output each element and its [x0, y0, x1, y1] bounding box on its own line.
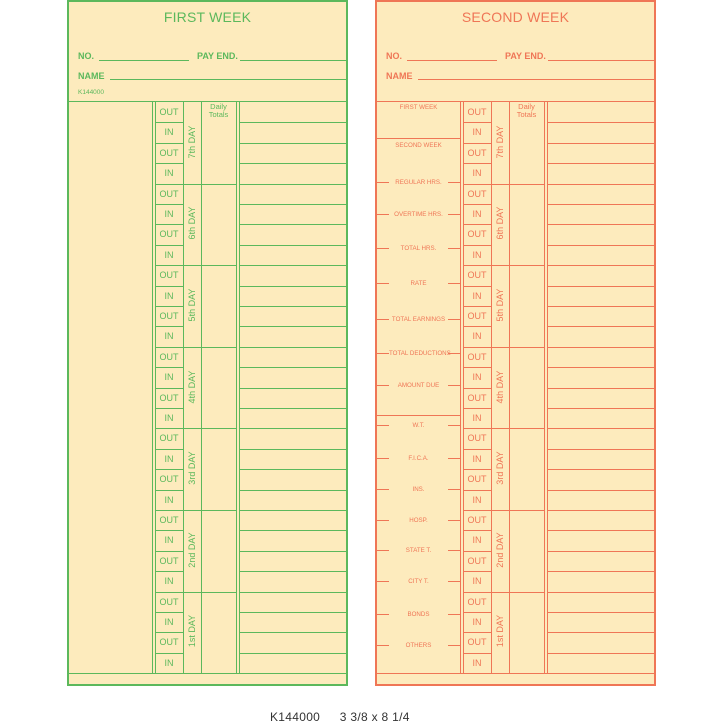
time-entry-cell[interactable]: [548, 225, 654, 244]
second-week-card: [375, 0, 656, 686]
column-divider: [152, 102, 153, 673]
summary-value-bonds[interactable]: [377, 596, 460, 610]
punch-row-line: [463, 469, 491, 470]
summary-label-regular-hrs: REGULAR HRS.: [389, 179, 448, 186]
punch-label-in: IN: [472, 127, 482, 138]
punch-label-out: OUT: [467, 229, 487, 240]
day-label: 3rd DAY: [187, 451, 197, 485]
punch-row-line: [155, 245, 183, 246]
punch-row-line: [155, 408, 183, 409]
punch-label-in: IN: [472, 249, 482, 260]
time-entry-cell[interactable]: [240, 307, 346, 326]
time-entry-cell[interactable]: [240, 654, 346, 673]
time-entry-cell[interactable]: [548, 348, 654, 367]
time-entry-cell[interactable]: [240, 246, 346, 265]
punch-label-out: OUT: [467, 474, 487, 485]
punch-row-line: [463, 326, 491, 327]
punch-row-line: [463, 122, 491, 123]
punch-label-out: OUT: [467, 107, 487, 117]
time-entry-cell[interactable]: [548, 572, 654, 591]
summary-line: [377, 415, 460, 416]
summary-value-others[interactable]: [377, 627, 460, 641]
punch-row-line: [155, 653, 183, 654]
punch-label-out: OUT: [159, 433, 179, 444]
time-entry-cell[interactable]: [548, 511, 654, 530]
time-entry-cell[interactable]: [548, 654, 654, 673]
punch-label-in: IN: [164, 535, 174, 546]
time-entry-cell[interactable]: [240, 511, 346, 530]
summary-value-wt[interactable]: [377, 407, 460, 421]
punch-label-in: IN: [472, 331, 482, 342]
summary-label-second-week: SECOND WEEK: [395, 142, 442, 149]
punch-label-in: IN: [164, 168, 174, 179]
punch-label-out: OUT: [467, 596, 487, 607]
day-label: 2nd DAY: [187, 532, 197, 568]
punch-label-in: IN: [472, 576, 482, 587]
name-label: NAME: [386, 71, 413, 81]
column-divider: [544, 102, 545, 673]
product-footer: [270, 710, 410, 724]
summary-label-total-earnings: TOTAL EARNINGS: [389, 316, 448, 323]
daily-totals-label: Daily Totals: [516, 102, 537, 119]
punch-row-line: [155, 551, 183, 552]
column-divider: [491, 102, 492, 673]
summary-value-city-t[interactable]: [377, 563, 460, 577]
punch-row-line: [155, 306, 183, 307]
punch-row-line: [155, 163, 183, 164]
time-entry-cell[interactable]: [548, 491, 654, 510]
day-label: 3rd DAY: [495, 451, 505, 485]
time-entry-cell[interactable]: [240, 205, 346, 224]
punch-label-out: OUT: [159, 392, 179, 403]
punch-row-line: [155, 367, 183, 368]
punch-label-in: IN: [472, 372, 482, 383]
first-week-card: [67, 0, 348, 686]
punch-label-out: OUT: [159, 229, 179, 240]
punch-label-out: OUT: [159, 107, 179, 117]
time-entry-cell[interactable]: [240, 164, 346, 183]
day-label: 4th DAY: [187, 370, 197, 404]
punch-label-out: OUT: [467, 351, 487, 362]
summary-value-amount-due[interactable]: [377, 367, 460, 381]
punch-row-line: [463, 408, 491, 409]
header-divider: [377, 101, 654, 102]
punch-label-out: OUT: [159, 311, 179, 321]
column-divider: [236, 102, 237, 673]
time-entry-cell[interactable]: [240, 613, 346, 632]
punch-label-in: IN: [472, 413, 482, 423]
summary-label-others: OTHERS: [389, 642, 448, 649]
punch-row-line: [463, 204, 491, 205]
time-entry-cell[interactable]: [548, 633, 654, 652]
punch-row-line: [463, 265, 491, 266]
punch-label-out: OUT: [159, 596, 179, 607]
time-entry-cell[interactable]: [548, 185, 654, 204]
summary-line: [377, 138, 460, 139]
punch-row-line: [155, 143, 183, 144]
punch-row-line: [155, 612, 183, 613]
punch-label-out: OUT: [159, 270, 179, 281]
time-entry-cell[interactable]: [240, 266, 346, 285]
time-entry-cell[interactable]: [240, 123, 346, 142]
day-label: 2nd DAY: [495, 532, 505, 568]
summary-value-fica[interactable]: [377, 440, 460, 454]
time-entry-cell[interactable]: [240, 633, 346, 652]
time-entry-cell[interactable]: [240, 348, 346, 367]
punch-row-line: [463, 163, 491, 164]
punch-row-line: [463, 612, 491, 613]
punch-row-line: [155, 490, 183, 491]
summary-value-regular-hrs[interactable]: [377, 164, 460, 178]
daily-total-cell[interactable]: [202, 429, 236, 509]
grid-bottom-line: [377, 673, 654, 674]
punch-row-line: [155, 265, 183, 266]
daily-total-cell[interactable]: [510, 348, 544, 428]
time-entry-cell[interactable]: [240, 429, 346, 448]
time-entry-cell[interactable]: [548, 164, 654, 183]
punch-label-in: IN: [164, 331, 174, 342]
no-label: NO.: [386, 51, 403, 61]
punch-label-out: OUT: [467, 433, 487, 444]
daily-total-cell[interactable]: [202, 348, 236, 428]
daily-total-cell[interactable]: [202, 266, 236, 346]
day-label: 4th DAY: [495, 370, 505, 404]
time-entry-cell[interactable]: [548, 368, 654, 387]
time-entry-cell[interactable]: [548, 593, 654, 612]
time-entry-cell[interactable]: [240, 491, 346, 510]
punch-row-line: [463, 571, 491, 572]
punch-label-out: OUT: [467, 392, 487, 403]
time-entry-cell[interactable]: [240, 450, 346, 469]
punch-row-line: [463, 184, 491, 185]
punch-row-line: [155, 122, 183, 123]
punch-row-line: [463, 245, 491, 246]
punch-label-in: IN: [164, 657, 174, 668]
product-code: K144000: [270, 710, 321, 724]
time-entry-cell[interactable]: [240, 287, 346, 306]
punch-label-in: IN: [472, 453, 482, 464]
time-entry-cell[interactable]: [548, 103, 654, 122]
punch-row-line: [463, 347, 491, 348]
no-label: NO.: [78, 51, 95, 61]
name-label: NAME: [78, 71, 105, 81]
punch-row-line: [463, 653, 491, 654]
punch-label-out: OUT: [467, 311, 487, 321]
summary-value-rate[interactable]: [377, 265, 460, 279]
pay-end-input-line[interactable]: [548, 60, 654, 61]
summary-value-state-t[interactable]: [377, 532, 460, 546]
punch-label-out: OUT: [159, 515, 179, 525]
time-entry-cell[interactable]: [240, 593, 346, 612]
daily-total-cell[interactable]: [510, 511, 544, 591]
time-entry-cell[interactable]: [240, 531, 346, 550]
pay-end-label: PAY END.: [505, 51, 546, 61]
punch-row-line: [463, 510, 491, 511]
name-input-line[interactable]: [418, 79, 654, 80]
summary-value-total-hrs[interactable]: [377, 230, 460, 244]
punch-row-line: [155, 632, 183, 633]
summary-value-hosp[interactable]: [377, 502, 460, 516]
time-entry-cell[interactable]: [548, 531, 654, 550]
form-code: K144000: [78, 89, 105, 96]
summary-label-bonds: BONDS: [389, 611, 448, 618]
time-entry-cell[interactable]: [240, 185, 346, 204]
punch-row-line: [463, 428, 491, 429]
punch-label-in: IN: [164, 413, 174, 423]
punch-row-line: [463, 286, 491, 287]
punch-row-line: [463, 224, 491, 225]
time-entry-cell[interactable]: [548, 246, 654, 265]
punch-label-in: IN: [164, 249, 174, 260]
punch-row-line: [155, 224, 183, 225]
time-entry-cell[interactable]: [548, 409, 654, 428]
punch-row-line: [463, 143, 491, 144]
punch-label-in: IN: [164, 453, 174, 464]
day-label: 5th DAY: [187, 288, 197, 322]
day-label: 1st DAY: [187, 615, 197, 648]
no-input-line[interactable]: [99, 60, 189, 61]
punch-label-out: OUT: [467, 555, 487, 566]
summary-label-city-t: CITY T.: [389, 578, 448, 585]
punch-label-out: OUT: [467, 147, 487, 158]
daily-total-cell[interactable]: [510, 429, 544, 509]
time-entry-cell[interactable]: [240, 144, 346, 163]
time-entry-cell[interactable]: [548, 327, 654, 346]
day-label: 7th DAY: [495, 125, 505, 159]
punch-row-line: [463, 449, 491, 450]
daily-total-cell[interactable]: [202, 593, 236, 673]
time-entry-cell[interactable]: [240, 327, 346, 346]
punch-label-in: IN: [164, 290, 174, 301]
day-label: 7th DAY: [187, 125, 197, 159]
punch-label-out: OUT: [159, 474, 179, 485]
punch-label-out: OUT: [467, 637, 487, 648]
time-entry-cell[interactable]: [548, 470, 654, 489]
card-title: FIRST WEEK: [163, 9, 252, 25]
time-entry-cell[interactable]: [548, 552, 654, 571]
punch-label-in: IN: [164, 617, 174, 627]
time-entry-cell[interactable]: [240, 552, 346, 571]
summary-label-total-hrs: TOTAL HRS.: [389, 245, 448, 252]
daily-total-cell[interactable]: [202, 511, 236, 591]
header-divider: [69, 101, 346, 102]
summary-label-amount-due: AMOUNT DUE: [389, 382, 448, 389]
time-entry-cell[interactable]: [548, 389, 654, 408]
time-entry-cell[interactable]: [240, 409, 346, 428]
punch-row-line: [155, 449, 183, 450]
day-label: 6th DAY: [187, 206, 197, 240]
summary-label-rate: RATE: [389, 280, 448, 287]
summary-value-overtime-hrs[interactable]: [377, 196, 460, 210]
punch-label-in: IN: [164, 576, 174, 587]
daily-total-cell[interactable]: [510, 266, 544, 346]
punch-row-line: [155, 326, 183, 327]
punch-label-out: OUT: [467, 515, 487, 525]
punch-row-line: [463, 551, 491, 552]
daily-total-cell[interactable]: [510, 593, 544, 673]
punch-label-in: IN: [472, 290, 482, 301]
summary-label-fica: F.I.C.A.: [389, 455, 448, 462]
punch-row-line: [155, 388, 183, 389]
pay-end-label: PAY END.: [197, 51, 238, 61]
punch-label-out: OUT: [467, 188, 487, 199]
time-entry-cell[interactable]: [240, 470, 346, 489]
punch-label-in: IN: [164, 494, 174, 505]
punch-label-in: IN: [472, 617, 482, 627]
summary-label-state-t: STATE T.: [389, 547, 448, 554]
time-entry-cell[interactable]: [548, 429, 654, 448]
grid-bottom-line: [69, 673, 346, 674]
punch-row-line: [155, 510, 183, 511]
punch-label-out: OUT: [467, 270, 487, 281]
time-entry-cell[interactable]: [548, 123, 654, 142]
punch-label-in: IN: [472, 209, 482, 219]
punch-row-line: [463, 632, 491, 633]
day-label: 6th DAY: [495, 206, 505, 240]
time-entry-cell[interactable]: [548, 205, 654, 224]
time-entry-cell[interactable]: [548, 613, 654, 632]
punch-row-line: [155, 592, 183, 593]
punch-label-out: OUT: [159, 637, 179, 648]
column-divider: [460, 102, 461, 673]
time-entry-cell[interactable]: [548, 144, 654, 163]
summary-label-hosp: HOSP.: [389, 517, 448, 524]
summary-value-total-deductions[interactable]: [377, 335, 460, 349]
punch-row-line: [463, 306, 491, 307]
punch-row-line: [463, 367, 491, 368]
punch-label-out: OUT: [159, 147, 179, 158]
time-entry-cell[interactable]: [548, 266, 654, 285]
punch-row-line: [155, 571, 183, 572]
time-entry-cell[interactable]: [548, 307, 654, 326]
punch-label-in: IN: [472, 535, 482, 546]
daily-totals-label: Daily Totals: [208, 102, 229, 119]
summary-label-first-week: FIRST WEEK: [399, 104, 438, 111]
summary-label-total-deductions: TOTAL DEDUCTIONS: [389, 350, 451, 357]
daily-total-cell[interactable]: [510, 185, 544, 265]
punch-row-line: [155, 428, 183, 429]
punch-label-out: OUT: [159, 351, 179, 362]
summary-label-ins: INS.: [389, 486, 448, 493]
time-entry-cell[interactable]: [240, 389, 346, 408]
time-entry-cell[interactable]: [240, 103, 346, 122]
card-title: SECOND WEEK: [461, 9, 570, 25]
pay-end-input-line[interactable]: [240, 60, 346, 61]
punch-label-out: OUT: [159, 555, 179, 566]
time-entry-cell[interactable]: [240, 572, 346, 591]
punch-label-in: IN: [472, 657, 482, 668]
name-input-line[interactable]: [110, 79, 346, 80]
time-entry-cell[interactable]: [548, 287, 654, 306]
no-input-line[interactable]: [407, 60, 497, 61]
punch-row-line: [463, 592, 491, 593]
day-label: 1st DAY: [495, 615, 505, 648]
daily-total-cell[interactable]: [202, 120, 236, 183]
summary-label-wt: W.T.: [389, 422, 448, 429]
punch-row-line: [155, 184, 183, 185]
punch-row-line: [155, 286, 183, 287]
punch-row-line: [155, 347, 183, 348]
punch-row-line: [155, 469, 183, 470]
daily-total-cell[interactable]: [202, 185, 236, 265]
punch-label-in: IN: [164, 372, 174, 383]
daily-total-cell[interactable]: [510, 120, 544, 183]
summary-label-overtime-hrs: OVERTIME HRS.: [389, 211, 448, 218]
punch-label-in: IN: [472, 168, 482, 179]
summary-value-total-earnings[interactable]: [377, 301, 460, 315]
punch-label-in: IN: [472, 494, 482, 505]
time-entry-cell[interactable]: [548, 450, 654, 469]
punch-row-line: [155, 204, 183, 205]
punch-label-out: OUT: [159, 188, 179, 199]
punch-row-line: [463, 490, 491, 491]
product-dimensions: 3 3/8 x 8 1/4: [339, 710, 410, 724]
punch-row-line: [463, 388, 491, 389]
punch-row-line: [155, 530, 183, 531]
time-entry-cell[interactable]: [240, 225, 346, 244]
punch-label-in: IN: [164, 209, 174, 219]
summary-value-ins[interactable]: [377, 471, 460, 485]
time-entry-cell[interactable]: [240, 368, 346, 387]
day-label: 5th DAY: [495, 288, 505, 322]
punch-row-line: [463, 530, 491, 531]
column-divider: [183, 102, 184, 673]
punch-label-in: IN: [164, 127, 174, 138]
